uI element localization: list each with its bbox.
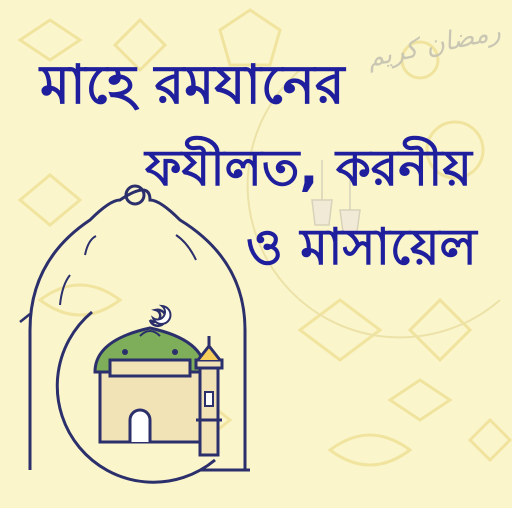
title-line-2: ফযীলত, করনীয়	[145, 139, 472, 197]
mosque-icon	[95, 310, 205, 376]
ramadan-calligraphy: رمضان كريم	[364, 16, 504, 74]
title-line-3: ও মাসায়েল	[246, 218, 477, 276]
title-line-1: মাহে রমযানের	[40, 53, 345, 116]
